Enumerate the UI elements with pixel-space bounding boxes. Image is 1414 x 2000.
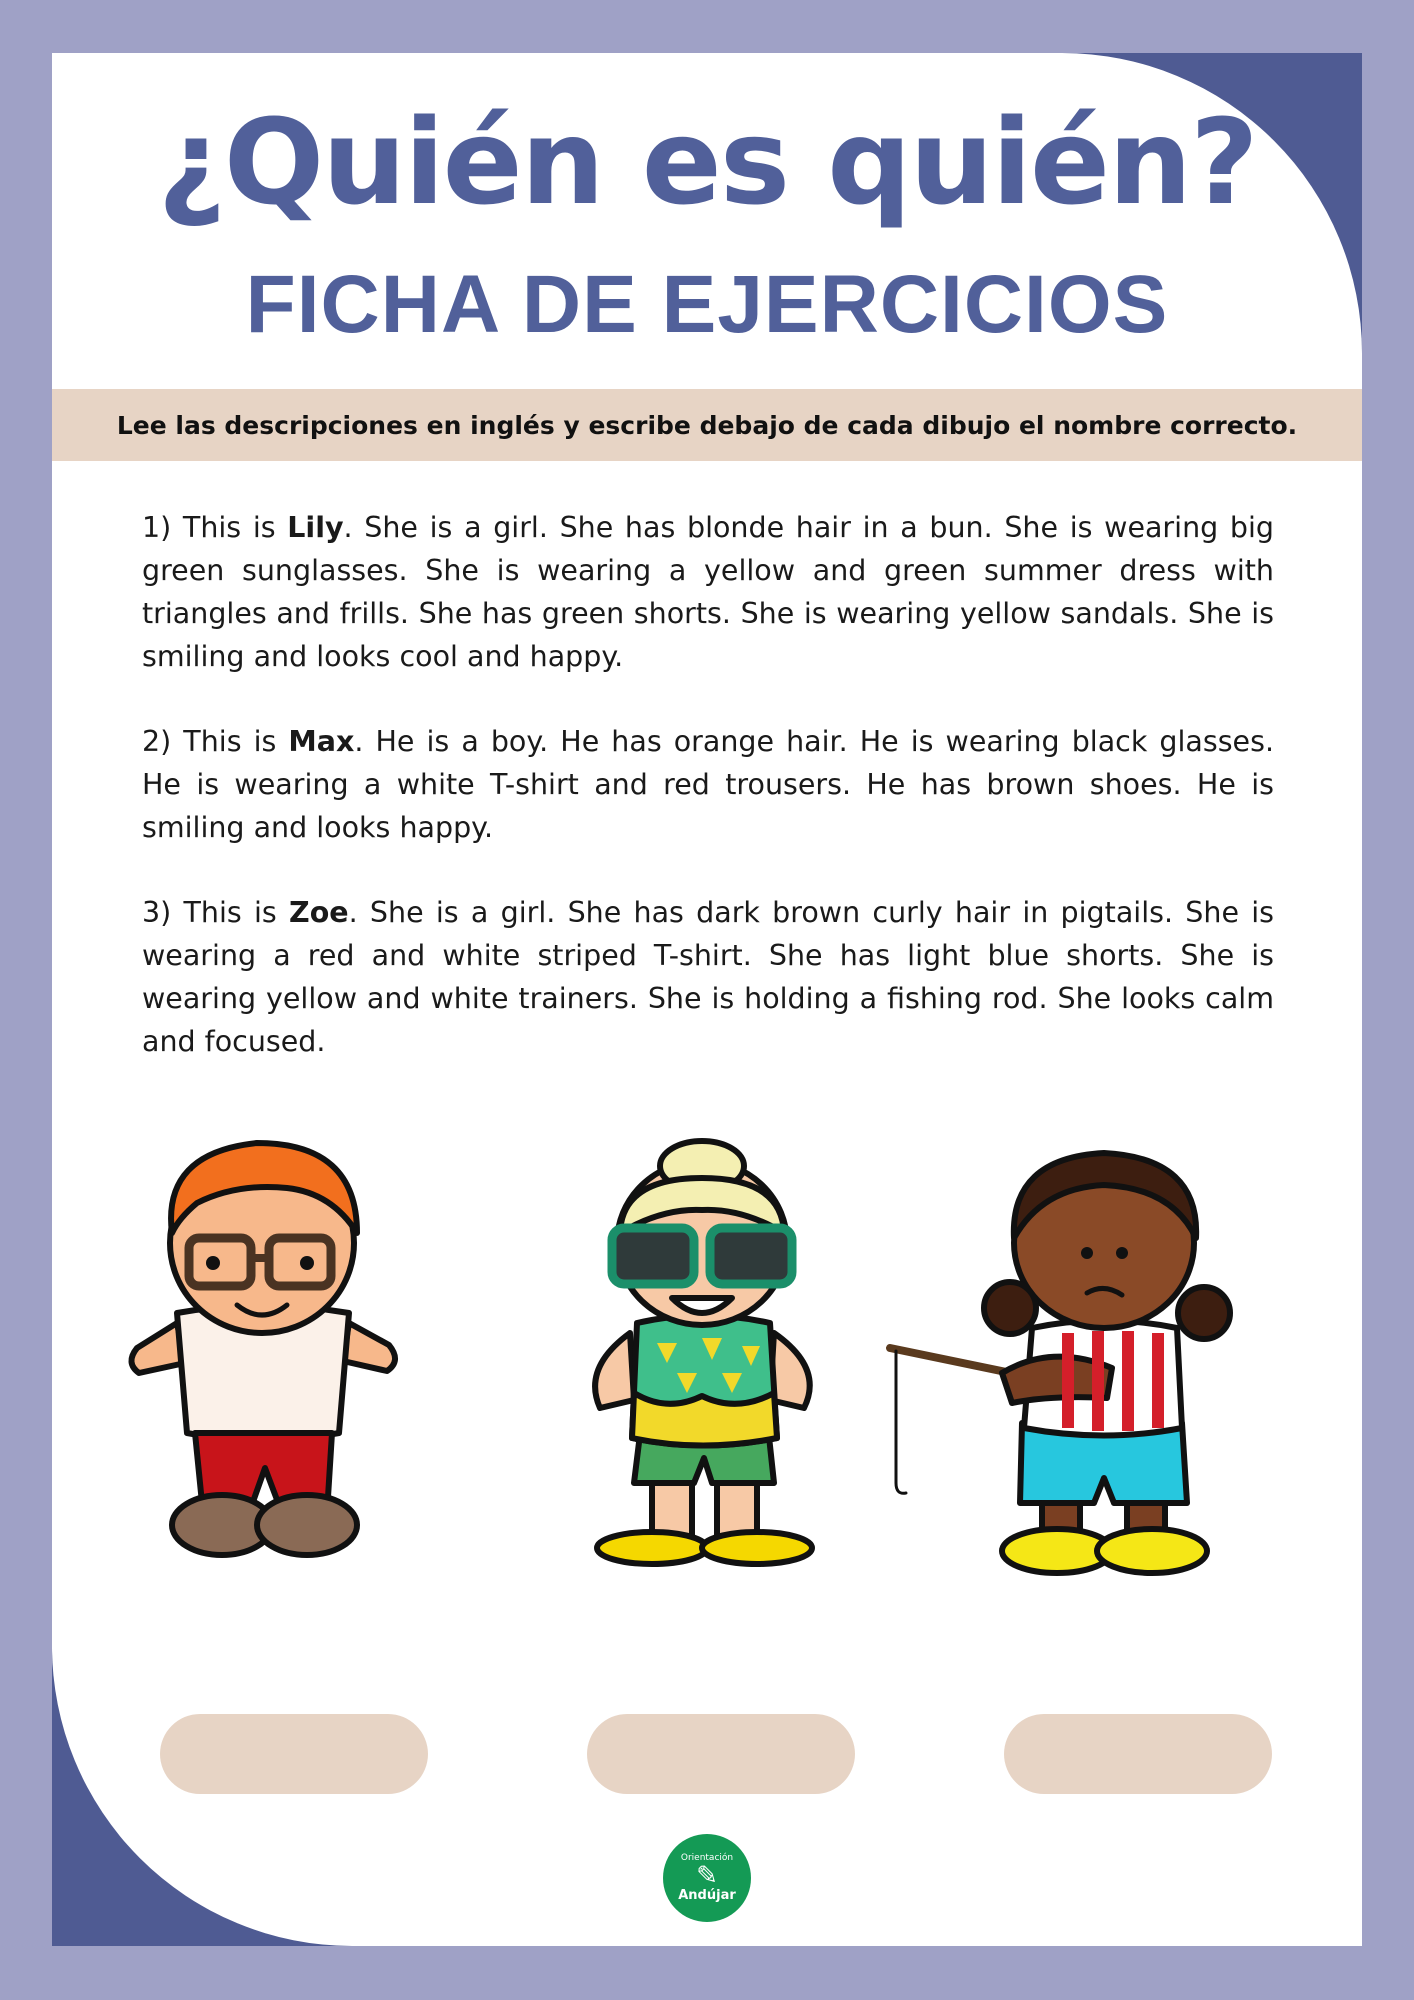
instruction-band	[52, 389, 1362, 461]
character-name: Lily	[287, 511, 344, 544]
logo-text-big: Andújar	[678, 1888, 736, 1903]
page-subtitle: FICHA DE EJERCICIOS	[245, 259, 1169, 350]
description-1: 1) This is Lily. She is a girl. She has blonde hair in a bun. She is wearing big green sunglasses. She is wearing a yellow and green summer dress with triangles and frills. She has green shorts. She is wearing yellow sandals. She is smiling and looks cool and happy.	[142, 511, 1274, 673]
character-name: Max	[288, 725, 355, 758]
instruction-text: Lee las descripciones en inglés y escribe debajo de cada dibujo el nombre correcto.	[116, 410, 1298, 440]
description-3: 3) This is Zoe. She is a girl. She has dark brown curly hair in pigtails. She is wearing a red and white striped T-shirt. She has light blue shorts. She is wearing yellow and white trainers. She is holding a fishing rod. She looks calm and focused.	[142, 896, 1274, 1058]
worksheet-page	[52, 53, 1362, 1946]
answer-box-2[interactable]	[587, 1714, 855, 1794]
brand-logo	[663, 1834, 751, 1922]
girl-fishing-figure	[882, 1133, 1282, 1583]
character-name: Zoe	[289, 896, 349, 929]
descriptions	[142, 506, 1274, 1105]
logo-text-small: Orientación	[680, 1853, 734, 1863]
girl-sunglasses-figure	[542, 1138, 862, 1578]
boy-figure	[117, 1133, 407, 1573]
worksheet	[52, 53, 1362, 1946]
description-2: 2) This is Max. He is a boy. He has orange hair. He is wearing black glasses. He is wearing a white T-shirt and red trousers. He has brown shoes. He is smiling and looks happy.	[142, 725, 1274, 844]
answer-box-3[interactable]	[1004, 1714, 1272, 1794]
pencil-icon: ✎	[696, 1861, 718, 1891]
page-title: ¿Quién es quién?	[157, 93, 1257, 231]
answer-box-1[interactable]	[160, 1714, 428, 1794]
